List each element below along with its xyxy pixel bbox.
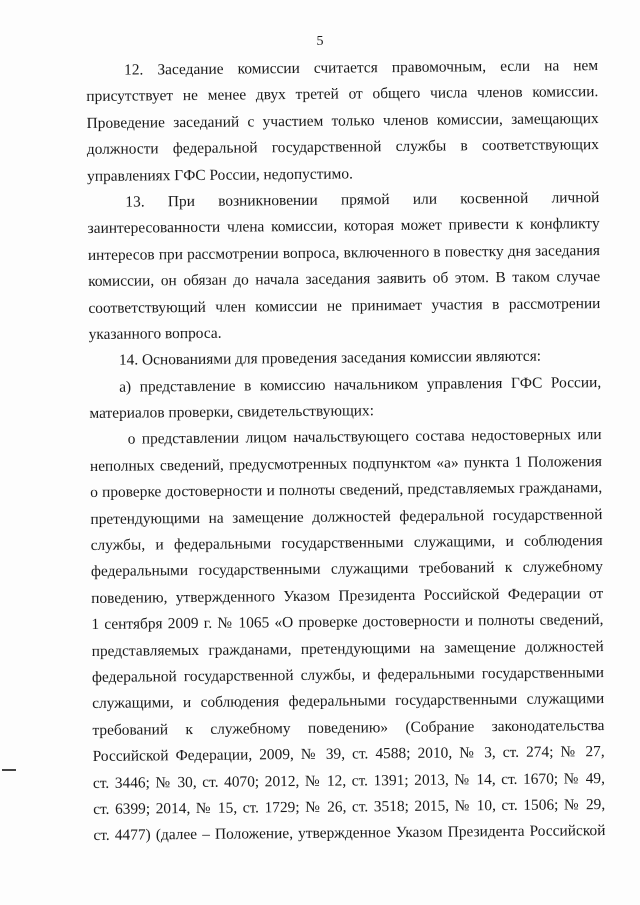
text-line: соответствующий член комиссии не принимает участия в рассмотрении <box>88 294 601 317</box>
document-body <box>86 53 606 850</box>
text-line: указанного вопроса. <box>88 324 222 343</box>
text-line: интересов при рассмотрении вопроса, включенного в повестку дня заседания <box>87 241 600 264</box>
text-line: федеральной государственной службы, и федеральными государственными <box>91 664 605 686</box>
text-line: 13. При возникновении прямой или косвенной личной <box>125 189 600 211</box>
margin-mark <box>2 769 16 771</box>
page-number: 5 <box>316 34 324 49</box>
text-line: присутствует не менее двух третей от общего числа членов комиссии. <box>86 83 599 106</box>
text-line: а) представление в комиссию начальником управления ГФС России, <box>119 373 602 396</box>
text-line: поведению, утвержденного Указом Президента Российской Федерации от <box>91 584 604 607</box>
text-line: о представлении лицом начальствующего состава недостоверных или <box>127 426 602 449</box>
text-line: материалов проверки, свидетельствующих: <box>89 402 375 423</box>
text-line: претендующими на замещение должностей федеральной государственной <box>90 505 603 528</box>
text-line: о проверке достоверности и полноты сведений, представляемых гражданами, <box>90 479 603 502</box>
text-line: ст. 4477) (далее – Положение, утвержденное Указом Президента Российской <box>93 822 606 845</box>
text-line: 1 сентября 2009 г. № 1065 «О проверке достоверности и полноты сведений, <box>91 611 604 634</box>
text-line: служащими, и соблюдения федеральными государственными служащими <box>92 690 605 713</box>
text-line: Российской Федерации, 2009, № 39, ст. 4588; 2010, № 3, ст. 274; № 27, <box>92 743 605 766</box>
text-line: 14. Основаниями для проведения заседания комиссии являются: <box>118 347 542 369</box>
text-line: комиссии, он обязан до начала заседания заявить об этом. В таком случае <box>88 268 601 291</box>
text-line: ст. 6399; 2014, № 15, ст. 1729; № 26, ст. 3518; 2015, № 10, ст. 1506; № 29, <box>93 795 606 818</box>
text-line: Проведение заседаний с участием только членов комиссии, замещающих <box>86 109 599 132</box>
text-line: 12. Заседание комиссии считается правомочным, если на нем <box>124 57 599 79</box>
text-line: ст. 3446; № 30, ст. 4070; 2012, № 12, ст. 1391; 2013, № 14, ст. 1670; № 49, <box>92 769 606 792</box>
text-line: федеральными государственными служащими требований к служебному <box>90 558 603 581</box>
text-line: представляемых гражданами, претендующими на замещение должностей <box>91 637 604 660</box>
text-line: заинтересованности члена комиссии, которая может привести к конфликту <box>87 215 600 238</box>
text-line: управлениях ГФС России, недопустимо. <box>87 165 353 185</box>
text-line: неполных сведений, предусмотренных подпунктом «а» пункта 1 Положения <box>89 452 602 475</box>
text-line: службы, и федеральными государственными служащими, и соблюдения <box>90 532 603 555</box>
text-line: требований к служебному поведению» (Собрание законодательства <box>92 716 605 739</box>
text-line: должности федеральной государственной службы в соответствующих <box>86 136 599 159</box>
